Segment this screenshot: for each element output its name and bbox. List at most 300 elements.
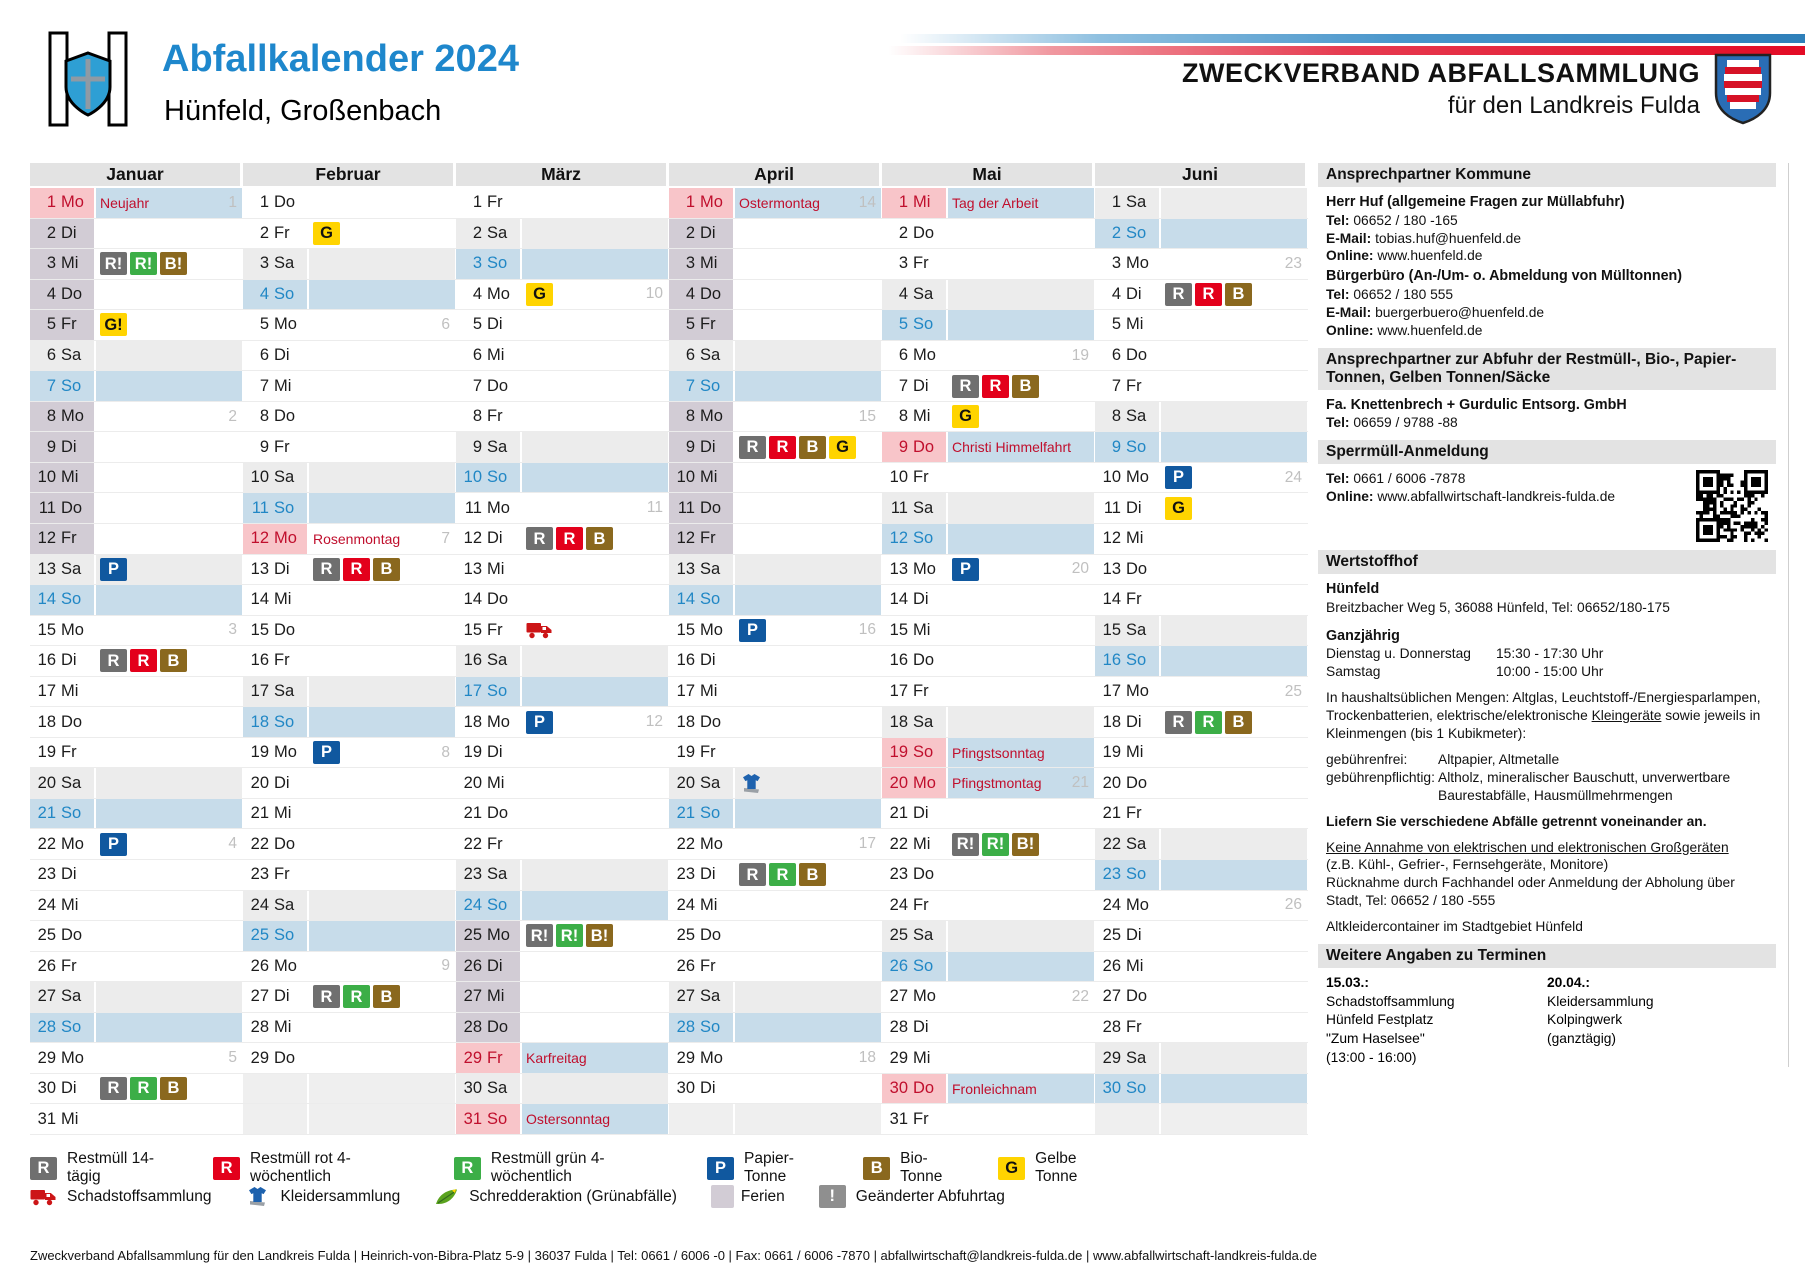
- day-label: [669, 219, 735, 249]
- hours-line: Dienstag u. Donnerstag 15:30 - 17:30 Uhr: [1326, 646, 1604, 662]
- kleider-icon: [739, 773, 764, 794]
- day-row: [30, 1104, 243, 1135]
- day-row: [456, 952, 669, 983]
- day-number: 30: [676, 1079, 695, 1098]
- day-label: [669, 1013, 735, 1043]
- day-number: 17: [676, 682, 695, 701]
- day-label: [456, 524, 522, 554]
- day-number: 15: [676, 620, 695, 639]
- day-content: [309, 188, 456, 218]
- day-number: 19: [37, 743, 56, 762]
- weekday-abbr: Sa: [274, 682, 295, 701]
- weekday-abbr: So: [700, 1018, 721, 1037]
- day-content: [1161, 524, 1308, 554]
- day-content: [735, 860, 882, 890]
- day-label: [882, 188, 948, 218]
- weekday-abbr: So: [1126, 1079, 1147, 1098]
- weekday-abbr: Sa: [1126, 620, 1147, 639]
- week-number: 18: [858, 1049, 876, 1067]
- weekday-abbr: Mo: [487, 926, 510, 945]
- weekday-abbr: Mo: [61, 620, 84, 639]
- weekday-abbr: Di: [61, 1079, 77, 1098]
- holiday-name: Pfingstmontag: [952, 775, 1042, 792]
- day-number: 18: [676, 712, 695, 731]
- day-row: [1095, 249, 1308, 280]
- weekday-abbr: So: [913, 743, 934, 762]
- day-row: [1095, 738, 1308, 769]
- day-number: 11: [677, 498, 695, 517]
- contact-email: E-Mail: buergerbuero@huenfeld.de: [1326, 304, 1545, 320]
- contact-name: Herr Huf (allgemeine Fragen zur Müllabfuhr): [1326, 194, 1625, 210]
- weekday-abbr: Mi: [487, 346, 505, 364]
- day-number: 20: [250, 773, 269, 792]
- day-content: [522, 1013, 669, 1043]
- day-row: [1095, 646, 1308, 677]
- day-row: [882, 646, 1095, 677]
- weekday-abbr: Di: [274, 559, 290, 578]
- day-label: [243, 341, 309, 371]
- rest_rot-icon: R: [982, 375, 1009, 398]
- day-row: [456, 1043, 669, 1074]
- termin-line: Schadstoffsammlung: [1326, 993, 1455, 1009]
- day-number: 20: [889, 773, 908, 792]
- day-number: 4: [1111, 284, 1121, 303]
- weekday-abbr: Sa: [1126, 193, 1147, 212]
- legend-row-1: [30, 1150, 1150, 1186]
- weekday-abbr: Mo: [274, 529, 297, 548]
- day-label: [882, 921, 948, 951]
- deliver-separately-note: Liefern Sie verschiedene Abfälle getrennt voneinander an.: [1326, 813, 1707, 829]
- bio-icon: B: [160, 649, 187, 672]
- day-label: [1095, 341, 1161, 371]
- weekday-abbr: Sa: [274, 254, 295, 273]
- weekday-abbr: Fr: [1126, 1018, 1142, 1037]
- day-row: [882, 524, 1095, 555]
- weekday-abbr: Mo: [913, 346, 936, 364]
- legend-item-rest_gruen: [454, 1150, 673, 1186]
- day-row: [669, 585, 882, 616]
- weekday-abbr: Fr: [913, 895, 929, 914]
- day-number: 25: [463, 926, 482, 945]
- weekday-abbr: So: [61, 1018, 82, 1037]
- month-header: Juni: [1095, 163, 1308, 188]
- day-row: [669, 707, 882, 738]
- day-label: [1095, 1013, 1161, 1043]
- weekday-abbr: Fr: [274, 651, 290, 670]
- rest_rot-icon: R: [213, 1157, 240, 1180]
- day-row: [882, 952, 1095, 983]
- weekday-abbr: Mo: [61, 1048, 84, 1067]
- day-label: [1095, 768, 1161, 798]
- day-row: [30, 616, 243, 647]
- weekday-abbr: Di: [61, 651, 77, 670]
- day-row: [30, 432, 243, 463]
- day-content: [522, 1043, 669, 1073]
- day-row: [243, 280, 456, 311]
- day-label: [882, 952, 948, 982]
- contact-online: Online: www.huenfeld.de: [1326, 322, 1483, 338]
- day-label: [669, 463, 735, 493]
- day-number: 22: [889, 834, 908, 853]
- weekday-abbr: So: [1126, 651, 1147, 670]
- day-number: 20: [1102, 773, 1121, 792]
- day-content: [96, 493, 243, 523]
- weekday-abbr: Do: [913, 223, 935, 242]
- bio-icon: B: [863, 1157, 890, 1180]
- day-content: [735, 738, 882, 768]
- weekday-abbr: Fr: [700, 956, 716, 975]
- day-number: 5: [259, 315, 269, 334]
- day-label: [456, 1043, 522, 1073]
- day-number: 6: [1111, 346, 1121, 364]
- rest_gruen-icon: R: [454, 1157, 481, 1180]
- weekday-abbr: Sa: [913, 498, 934, 517]
- day-label: [30, 921, 96, 951]
- day-number: 29: [463, 1048, 482, 1067]
- rest14-icon: R: [526, 527, 553, 550]
- day-content: [96, 738, 243, 768]
- day-content: [96, 921, 243, 951]
- day-row: [243, 219, 456, 250]
- day-number: 13: [1102, 559, 1121, 578]
- day-content: [96, 585, 243, 615]
- weekday-abbr: Sa: [487, 1079, 508, 1098]
- weekday-abbr: Mo: [61, 193, 84, 212]
- day-number: 14: [463, 590, 482, 609]
- weekday-abbr: Di: [700, 437, 716, 456]
- day-row: [30, 646, 243, 677]
- weekday-abbr: Di: [1126, 712, 1142, 731]
- day-label: [30, 768, 96, 798]
- day-content: [309, 463, 456, 493]
- weekday-abbr: Do: [61, 498, 83, 517]
- rest_gruen-icon: R: [1195, 711, 1222, 734]
- day-label: [243, 463, 309, 493]
- day-label: [30, 280, 96, 310]
- day-number: 18: [250, 712, 269, 731]
- day-label: [30, 1013, 96, 1043]
- day-label: [882, 799, 948, 829]
- day-label: [1095, 432, 1161, 462]
- day-number: 18: [889, 712, 908, 731]
- day-content: [948, 1074, 1095, 1104]
- day-row: [1095, 1104, 1308, 1135]
- weekday-abbr: Mo: [274, 956, 297, 975]
- legend-item-schredder: [434, 1187, 677, 1206]
- sperrmuell-online: Online: www.abfallwirtschaft-landkreis-fulda.de: [1326, 489, 1616, 505]
- day-content: [522, 1074, 669, 1104]
- day-label: [456, 219, 522, 249]
- legend-label: Schadstoffsammlung: [67, 1187, 212, 1205]
- sidebar-section-title: Ansprechpartner Kommune: [1318, 163, 1776, 187]
- day-row: [882, 371, 1095, 402]
- day-number: 26: [250, 956, 269, 975]
- day-label: [882, 524, 948, 554]
- day-row: [1095, 768, 1308, 799]
- day-label: [669, 952, 735, 982]
- day-row: [669, 982, 882, 1013]
- day-content: [735, 310, 882, 340]
- day-row: [669, 1074, 882, 1105]
- termin-column: [1326, 974, 1547, 1067]
- day-number: 8: [46, 407, 56, 426]
- day-label: [1095, 982, 1161, 1012]
- day-row: [243, 1013, 456, 1044]
- day-content: [735, 829, 882, 859]
- rest_gruen-icon: R!: [556, 924, 583, 947]
- day-content: [1161, 707, 1308, 737]
- day-row: [456, 402, 669, 433]
- day-number: 9: [898, 437, 908, 456]
- legend-item-ferien: [711, 1185, 785, 1208]
- day-row: [1095, 616, 1308, 647]
- day-content: [309, 677, 456, 707]
- day-label: [243, 280, 309, 310]
- day-row: [882, 616, 1095, 647]
- day-number: 30: [889, 1079, 908, 1098]
- bio-icon: B: [1225, 711, 1252, 734]
- day-content: [735, 1104, 882, 1134]
- rest14-icon: R: [952, 375, 979, 398]
- day-row: [243, 432, 456, 463]
- papier-icon: P: [313, 741, 340, 764]
- day-label: [669, 280, 735, 310]
- day-label: [30, 799, 96, 829]
- day-content: [948, 707, 1095, 737]
- day-number: 8: [259, 407, 269, 426]
- weekday-abbr: Mi: [913, 1048, 931, 1067]
- day-label: [456, 891, 522, 921]
- day-content: [522, 524, 669, 554]
- day-content: [96, 1013, 243, 1043]
- day-content: [735, 249, 882, 279]
- rest14-icon: R: [739, 436, 766, 459]
- weekday-abbr: Sa: [61, 773, 82, 792]
- legend-row-2: [30, 1185, 1150, 1208]
- altkleider-note: Altkleidercontainer im Stadtgebiet Hünfeld: [1326, 919, 1583, 935]
- weekday-abbr: Mo: [700, 620, 723, 639]
- day-row: [456, 493, 669, 524]
- day-row: [243, 646, 456, 677]
- weekday-abbr: Mo: [61, 407, 84, 426]
- day-content: [1161, 1043, 1308, 1073]
- day-content: [309, 646, 456, 676]
- day-number: 22: [37, 834, 56, 853]
- day-content: [1161, 891, 1308, 921]
- bio-icon: B: [1012, 375, 1039, 398]
- day-content: [96, 1074, 243, 1104]
- day-number: 13: [250, 559, 269, 578]
- month-header: Januar: [30, 163, 243, 188]
- weekday-abbr: Fr: [274, 437, 290, 456]
- holiday-name: Pfingstsonntag: [952, 744, 1045, 761]
- day-label: [1095, 860, 1161, 890]
- company-name: Fa. Knettenbrech + Gurdulic Entsorg. GmbH: [1326, 396, 1627, 413]
- day-row: [243, 738, 456, 769]
- day-number: 7: [259, 376, 269, 395]
- day-label: [669, 585, 735, 615]
- day-row: [1095, 341, 1308, 372]
- day-row: [30, 555, 243, 586]
- weekday-abbr: Di: [1126, 926, 1142, 945]
- day-content: [735, 1074, 882, 1104]
- weekday-abbr: So: [913, 529, 934, 548]
- week-number: 7: [441, 529, 450, 547]
- week-number: 11: [646, 499, 663, 517]
- gelb-icon: G: [998, 1157, 1025, 1180]
- day-content: [735, 371, 882, 401]
- day-label: [669, 646, 735, 676]
- weekday-abbr: Mo: [913, 559, 936, 578]
- day-row: [882, 677, 1095, 708]
- day-content: [735, 616, 882, 646]
- day-content: [1161, 768, 1308, 798]
- day-content: [309, 1104, 456, 1134]
- day-row: [30, 249, 243, 280]
- day-number: 14: [1102, 590, 1121, 609]
- day-label: [456, 677, 522, 707]
- day-row: [456, 341, 669, 372]
- weekday-abbr: Mi: [700, 682, 718, 701]
- weekday-abbr: Sa: [1126, 407, 1147, 426]
- info-sidebar: [1318, 163, 1789, 1067]
- weekday-abbr: So: [274, 926, 295, 945]
- day-number: 14: [37, 590, 56, 609]
- termin-line: Kolpingwerk: [1547, 1012, 1623, 1028]
- holiday-name: Fronleichnam: [952, 1080, 1037, 1097]
- gelb-icon: G: [952, 405, 979, 428]
- weekday-abbr: So: [913, 315, 934, 334]
- weekday-abbr: Di: [487, 743, 503, 762]
- day-row: [456, 768, 669, 799]
- day-content: [309, 799, 456, 829]
- day-row: [882, 188, 1095, 219]
- weekday-abbr: Di: [274, 346, 290, 364]
- weekday-abbr: Di: [913, 1018, 929, 1037]
- day-number: 10: [889, 468, 908, 487]
- day-number: 1: [685, 193, 695, 212]
- day-row: [669, 463, 882, 494]
- day-number: 24: [463, 895, 482, 914]
- day-content: [522, 249, 669, 279]
- weekday-abbr: So: [61, 590, 82, 609]
- day-label: [243, 432, 309, 462]
- weekday-abbr: Sa: [1126, 834, 1147, 853]
- day-label: [882, 677, 948, 707]
- weekday-abbr: Mi: [1126, 315, 1144, 334]
- day-number: 5: [685, 315, 695, 334]
- weekday-abbr: Di: [274, 773, 290, 792]
- day-row: [243, 1104, 456, 1135]
- day-label: [1095, 616, 1161, 646]
- day-row: [243, 707, 456, 738]
- day-label: [669, 982, 735, 1012]
- weekday-abbr: Mi: [61, 1109, 79, 1128]
- day-row: [882, 982, 1095, 1013]
- legend-label: Kleidersammlung: [280, 1187, 401, 1205]
- day-number: 12: [250, 529, 269, 548]
- day-number: 1: [46, 193, 56, 212]
- day-number: 18: [1102, 712, 1121, 731]
- day-row: [456, 280, 669, 311]
- day-number: 16: [463, 651, 482, 670]
- day-label: [30, 1074, 96, 1104]
- weekday-abbr: Fr: [487, 620, 503, 639]
- day-label: [243, 952, 309, 982]
- day-content: [96, 432, 243, 462]
- rest14-icon: R: [1165, 711, 1192, 734]
- day-content: [735, 341, 882, 371]
- termin-line: (13:00 - 16:00): [1326, 1049, 1417, 1065]
- day-content: [948, 1013, 1095, 1043]
- day-label: [669, 341, 735, 371]
- day-row: [456, 524, 669, 555]
- weekday-abbr: Do: [913, 865, 935, 884]
- decor-stripe-blue: [900, 34, 1805, 43]
- weekday-abbr: Fr: [61, 743, 77, 762]
- holiday-name: Karfreitag: [526, 1050, 587, 1067]
- weekday-abbr: Sa: [913, 712, 934, 731]
- weekday-abbr: So: [1126, 865, 1147, 884]
- day-row: [882, 1013, 1095, 1044]
- month-februar: [243, 163, 456, 1135]
- day-content: [522, 860, 669, 890]
- day-number: 23: [676, 865, 695, 884]
- week-number: 4: [228, 835, 237, 853]
- day-number: 20: [676, 773, 695, 792]
- day-content: [1161, 249, 1308, 279]
- weekday-abbr: Do: [274, 834, 296, 853]
- day-number: 19: [676, 743, 695, 762]
- day-label: [243, 768, 309, 798]
- day-label: [669, 768, 735, 798]
- day-number: 11: [890, 498, 908, 517]
- day-content: [948, 432, 1095, 462]
- day-number: 11: [1103, 498, 1121, 517]
- day-content: [1161, 402, 1308, 432]
- day-label: [669, 555, 735, 585]
- day-row: [882, 249, 1095, 280]
- day-content: [309, 280, 456, 310]
- day-content: [309, 371, 456, 401]
- day-content: [309, 1074, 456, 1104]
- weekday-abbr: So: [487, 254, 508, 273]
- day-content: [522, 616, 669, 646]
- day-row: [30, 585, 243, 616]
- fee-free-line: gebührenfrei: Altpapier, Altmetalle: [1326, 751, 1560, 767]
- day-label: [669, 707, 735, 737]
- termin-date: 20.04.:: [1547, 975, 1590, 991]
- day-label: [1095, 646, 1161, 676]
- day-content: [948, 555, 1095, 585]
- day-content: [522, 768, 669, 798]
- day-row: [1095, 188, 1308, 219]
- day-row: [1095, 219, 1308, 250]
- day-row: [1095, 585, 1308, 616]
- day-label: [882, 646, 948, 676]
- day-content: [96, 677, 243, 707]
- day-content: [735, 799, 882, 829]
- weekday-abbr: Sa: [1126, 1048, 1147, 1067]
- day-label: [882, 585, 948, 615]
- weekday-abbr: Fr: [700, 743, 716, 762]
- day-label: [456, 249, 522, 279]
- papier-icon: P: [100, 558, 127, 581]
- day-number: 26: [463, 956, 482, 975]
- weekday-abbr: Mi: [274, 590, 292, 609]
- day-row: [243, 982, 456, 1013]
- rest14-icon: R!: [100, 252, 127, 275]
